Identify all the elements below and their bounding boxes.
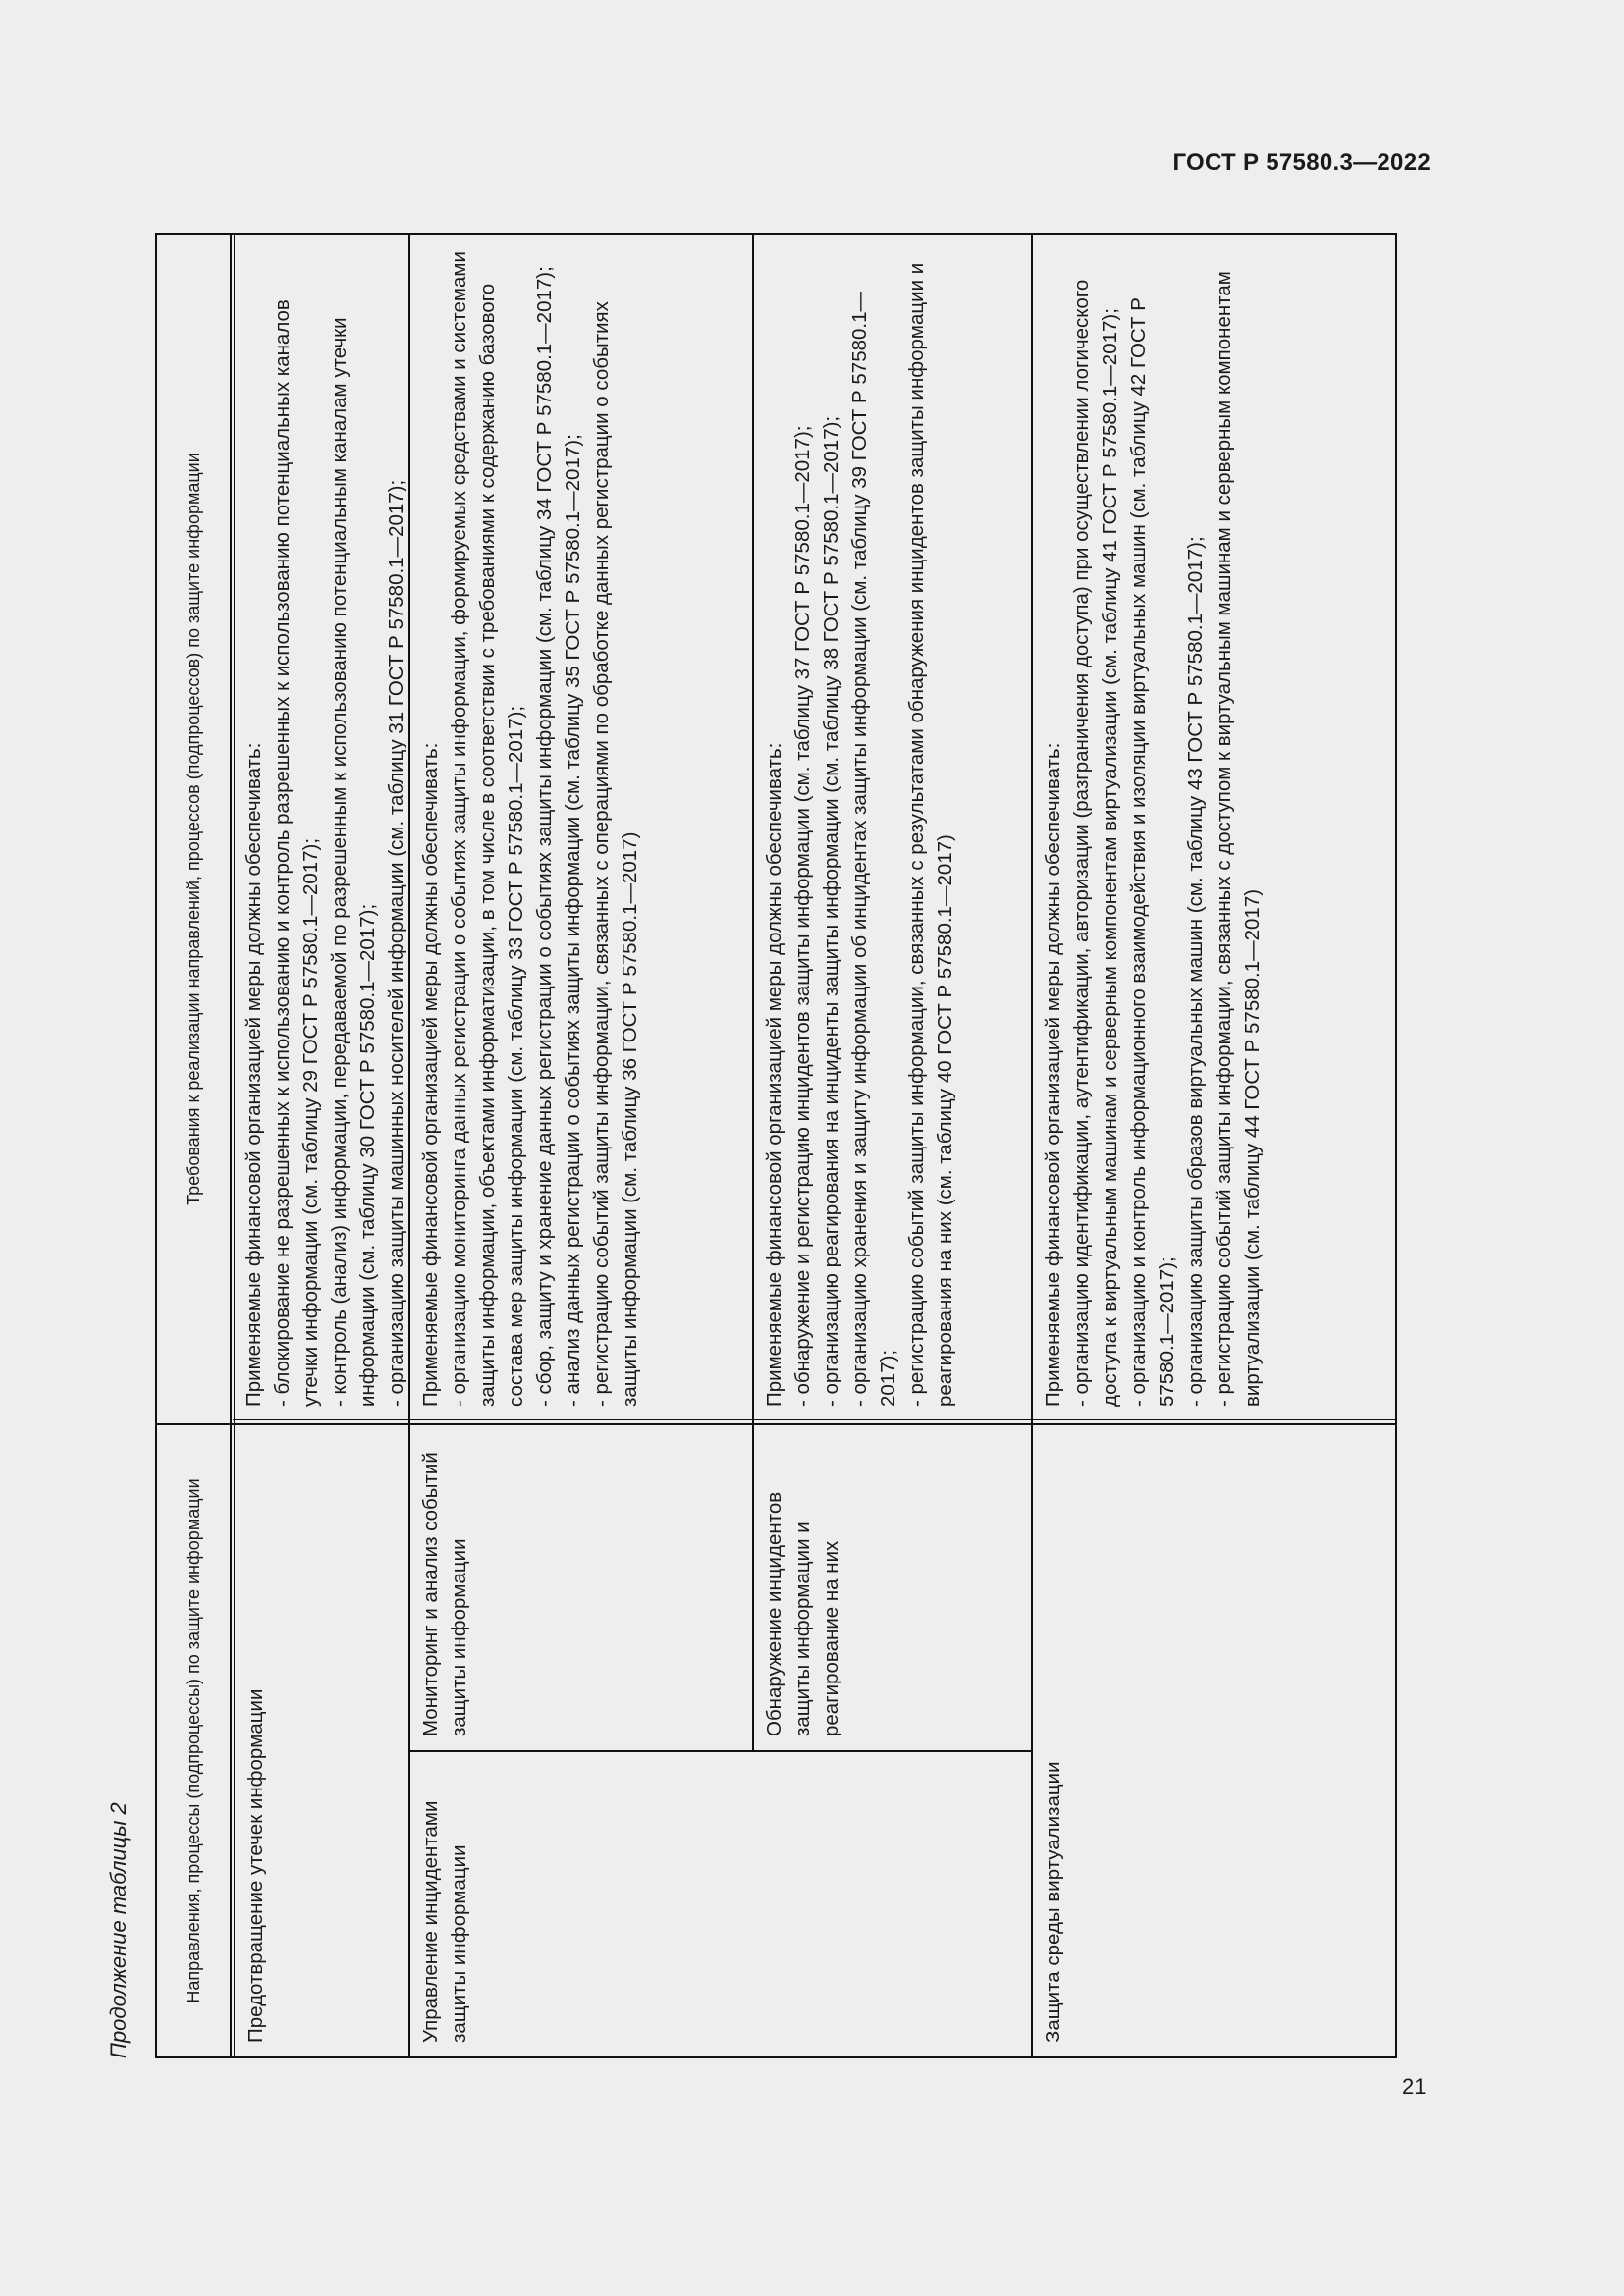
requirements-intro: Применяемые финансовой организацией меры должны обеспечивать:: [419, 742, 442, 1407]
requirement-item: - организацию идентификации, аутентификации, авторизации (разграничения доступа) при осуществлении логического доступа к виртуальным машинам и серверным компонентам виртуализации (см. таблицу 41 ГОСТ Р 57580.1—2017);: [1070, 279, 1121, 1407]
row2-requirements: [412, 235, 752, 1418]
row1-requirements: [236, 235, 408, 1418]
col-divider-direction-right-double: [233, 1419, 1395, 1420]
requirement-item: - организацию защиты машинных носителей информации (см. таблицу 31 ГОСТ Р 57580.1—2017);: [385, 479, 407, 1407]
row3-requirements: [756, 235, 1031, 1418]
header-divider-double: [234, 235, 235, 2056]
header-requirements: Требования к реализации направлений, процессов (подпроцессов) по защите информации: [184, 453, 203, 1205]
row-divider-3: [1031, 235, 1033, 2056]
row4-requirements: [1035, 235, 1395, 1418]
direction-label: Управление инцидентами защиты информации: [419, 1800, 470, 2043]
requirements-intro: Применяемые финансовой организацией меры должны обеспечивать:: [1042, 742, 1064, 1407]
col-divider-direction-right: [157, 1423, 1395, 1425]
requirements-intro: Применяемые финансовой организацией меры должны обеспечивать:: [243, 742, 265, 1407]
requirement-item: - регистрацию событий защиты информации, связанных с доступом к виртуальным машинам и серверным компонентам виртуализации (см. таблицу 44 ГОСТ Р 57580.1—2017): [1213, 271, 1264, 1407]
requirement-item: - регистрацию событий защиты информации, связанных с результатами обнаружения инцидентов защиты информации и реагирования на них (см. таблицу 40 ГОСТ Р 57580.1—2017): [905, 262, 956, 1407]
row2-direction: [412, 1762, 1031, 2056]
requirement-item: - контроль (анализ) информации, передаваемой по разрешенным к использованию потенциальным каналам утечки информации (см. таблицу 30 ГОСТ Р 57580.1—2017);: [328, 317, 379, 1407]
row-divider-2: [752, 235, 754, 1752]
requirement-item: - организацию реагирования на инциденты защиты информации (см. таблицу 38 ГОСТ Р 57580.1—2017);: [820, 415, 842, 1407]
direction-label: Защита среды виртуализации: [1042, 1761, 1064, 2043]
row-divider-1: [408, 235, 410, 2056]
requirement-item: - организацию мониторинга данных регистрации о событиях защиты информации, формируемых средствами и системами защиты информации, объектами информатизации, в том числе в соответствии с требованиями к содержанию базового состава мер защиты информации (см. таблицу 33 ГОСТ Р 57580.1—2017);: [448, 251, 527, 1407]
process-label: Мониторинг и анализ событий защиты информации: [419, 1452, 470, 1736]
row2-process: [412, 1428, 752, 1748]
requirement-item: - организацию защиты образов виртуальных машин (см. таблицу 43 ГОСТ Р 57580.1—2017);: [1184, 536, 1207, 1407]
row4-direction: [1035, 1428, 1395, 2056]
direction-label: Предотвращение утечек информации: [244, 1688, 267, 2043]
page-number: 21: [1402, 2074, 1427, 2099]
requirement-item: - анализ данных регистрации о событиях защиты информации (см. таблицу 35 ГОСТ Р 57580.1—2017);: [562, 434, 584, 1407]
header-direction: Направления, процессы (подпроцессы) по защите информации: [184, 1478, 203, 2003]
row3-process: [756, 1428, 1031, 1748]
requirement-item: - регистрацию событий защиты информации, связанных с операциями по обработке данных регистрации о событиях защиты информации (см. таблицу 36 ГОСТ Р 57580.1—2017): [590, 301, 641, 1407]
requirement-item: - блокирование не разрешенных к использованию и контроль разрешенных к использованию потенциальных каналов утечки информации (см. таблицу 29 ГОСТ Р 57580.1—2017);: [271, 299, 322, 1407]
rotated-table-section: [106, 233, 1402, 2058]
continuation-label: Продолжение таблицы 2: [106, 1802, 131, 2058]
requirements-table: [155, 233, 1397, 2058]
row1-direction: [236, 1428, 408, 2056]
requirement-item: - организацию хранения и защиту информации об инцидентах защиты информации (см. таблицу 39 ГОСТ Р 57580.1—2017);: [848, 292, 899, 1407]
requirements-intro: Применяемые финансовой организацией меры должны обеспечивать:: [763, 742, 785, 1407]
process-label: Обнаружение инцидентов защиты информации и реагирование на них: [763, 1491, 842, 1736]
header-divider: [230, 235, 232, 2056]
requirement-item: - обнаружение и регистрацию инцидентов защиты информации (см. таблицу 37 ГОСТ Р 57580.1—2017);: [791, 425, 814, 1407]
requirement-item: - организацию и контроль информационного взаимодействия и изоляции виртуальных машин (см. таблицу 42 ГОСТ Р 57580.1—2017);: [1127, 297, 1178, 1407]
standard-code: ГОСТ Р 57580.3—2022: [1172, 149, 1431, 176]
requirement-item: - сбор, защиту и хранение данных регистрации о событиях защиты информации (см. таблицу 34 ГОСТ Р 57580.1—2017);: [533, 266, 556, 1407]
col-divider-process-left: [410, 1750, 1033, 1752]
